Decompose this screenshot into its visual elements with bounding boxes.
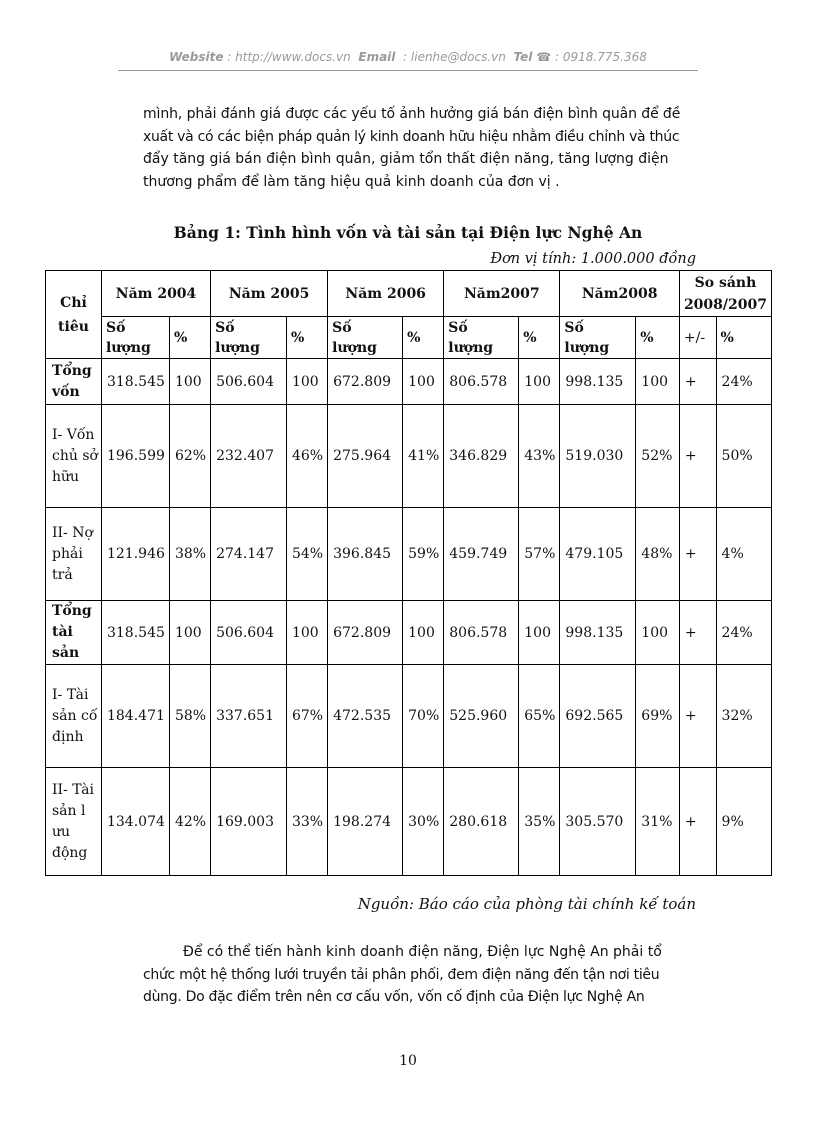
phone-icon: ☎ [536,50,552,64]
table-row [46,508,772,601]
paragraph-intro [143,103,698,193]
row-label: II- Nợ phải trả [46,508,102,601]
table-cell: 506.604 [211,601,287,665]
table-cell: 33% [286,768,327,876]
sub-header-pct: % [519,317,560,359]
table-cell: 52% [636,405,680,508]
table-cell: 337.651 [211,665,287,768]
header-divider [118,70,698,71]
table-cell: 198.274 [328,768,403,876]
col-header-indicator: Chỉ tiêu [46,271,102,359]
row-label: Tổng vốn [46,359,102,405]
row-label: I- Vốn chủ sở hữu [46,405,102,508]
table-cell: 100 [519,601,560,665]
table-cell: 43% [519,405,560,508]
table-cell: 24% [716,359,771,405]
table-cell: 134.074 [101,768,169,876]
col-header-year: Năm 2004 [101,271,210,317]
sub-header-qty: Số lượng [211,317,287,359]
paragraph-line: thương phẩm để làm tăng hiệu quả kinh doanh của đơn vị . [143,173,560,190]
table-cell: 459.749 [444,508,519,601]
table-cell: 48% [636,508,680,601]
table-cell: 274.147 [211,508,287,601]
table-cell: + [679,405,716,508]
table-cell: 184.471 [101,665,169,768]
table-cell: 121.946 [101,508,169,601]
unit-note: Đơn vị tính: 1.000.000 đồng [490,251,696,267]
table-title: Bảng 1: Tình hình vốn và tài sản tại Điện lực Nghệ An [173,223,643,242]
table-cell: 506.604 [211,359,287,405]
table-cell: 472.535 [328,665,403,768]
table-cell: 998.135 [560,601,636,665]
table-cell: 692.565 [560,665,636,768]
table-cell: 479.105 [560,508,636,601]
table-cell: 280.618 [444,768,519,876]
col-header-year: Năm2007 [444,271,560,317]
table-cell: 62% [169,405,210,508]
table-cell: 50% [716,405,771,508]
table-row [46,601,772,665]
table-cell: + [679,359,716,405]
table-cell: 9% [716,768,771,876]
sub-header-diff: +/- [679,317,716,359]
page-header [118,50,698,64]
table-cell: 998.135 [560,359,636,405]
sub-header-pct: % [403,317,444,359]
paragraph-line: Để có thể tiến hành kinh doanh điện năng, Điện lực Nghệ An phải tổ [183,944,662,960]
table-cell: 4% [716,508,771,601]
table-cell: 305.570 [560,768,636,876]
tel-label: Tel [513,50,533,64]
row-label: II- Tài sản l ưu động [46,768,102,876]
table-cell: 69% [636,665,680,768]
table-cell: 100 [403,359,444,405]
table-cell: 57% [519,508,560,601]
row-label: I- Tài sản cố định [46,665,102,768]
table-cell: 672.809 [328,601,403,665]
tel-value: : 0918.775.368 [555,50,647,64]
table-cell: 100 [519,359,560,405]
table-cell: 42% [169,768,210,876]
table-row [46,665,772,768]
paragraph-line: đẩy tăng giá bán điện bình quân, giảm tổn thất điện năng, tăng lượng điện [143,151,669,167]
table-cell: 346.829 [444,405,519,508]
table-cell: 70% [403,665,444,768]
table-cell: 196.599 [101,405,169,508]
sub-header-qty: Số lượng [444,317,519,359]
table-cell: 519.030 [560,405,636,508]
table-cell: + [679,601,716,665]
table-row [46,359,772,405]
col-header-year: Năm 2006 [328,271,444,317]
table-cell: 41% [403,405,444,508]
table-row [46,405,772,508]
capital-assets-table [45,270,772,876]
table-cell: 31% [636,768,680,876]
col-header-year: Năm 2005 [211,271,328,317]
paragraph-continuation [143,941,698,1009]
col-header-year: Năm2008 [560,271,680,317]
table-cell: 275.964 [328,405,403,508]
sub-header-pct: % [286,317,327,359]
source-note: Nguồn: Báo cáo của phòng tài chính kế toán [357,895,696,913]
sub-header-pct: % [169,317,210,359]
page-number: 10 [399,1053,417,1069]
sub-header-pct: % [636,317,680,359]
table-cell: 100 [403,601,444,665]
table-cell: 100 [286,359,327,405]
table-cell: 318.545 [101,359,169,405]
table-cell: 100 [636,601,680,665]
table-cell: 65% [519,665,560,768]
table-cell: 59% [403,508,444,601]
table-cell: 525.960 [444,665,519,768]
table-cell: + [679,665,716,768]
paragraph-line: xuất và có các biện pháp quản lý kinh doanh hữu hiệu nhằm điều chỉnh và thúc [143,128,680,145]
table-cell: 58% [169,665,210,768]
table-cell: 67% [286,665,327,768]
sub-header-qty: Số lượng [560,317,636,359]
table-cell: 318.545 [101,601,169,665]
table-cell: 100 [636,359,680,405]
website-label: Website [169,50,224,64]
sub-header-qty: Số lượng [101,317,169,359]
email-value: : lienhe@docs.vn [403,50,506,64]
sub-header-qty: Số lượng [328,317,403,359]
table-cell: 672.809 [328,359,403,405]
website-value: : http://www.docs.vn [227,50,351,64]
table-cell: 232.407 [211,405,287,508]
table-cell: 100 [286,601,327,665]
email-label: Email [358,50,396,64]
paragraph-line: mình, phải đánh giá được các yếu tố ảnh hưởng giá bán điện bình quân để đề [143,106,681,122]
table-cell: + [679,508,716,601]
table-cell: 100 [169,601,210,665]
row-label: Tổng tài sản [46,601,102,665]
table-cell: 24% [716,601,771,665]
table-cell: 806.578 [444,601,519,665]
paragraph-line: chức một hệ thống lưới truyền tải phân phối, đem điện năng đến tận nơi tiêu [143,966,660,983]
table-cell: 35% [519,768,560,876]
table-cell: 38% [169,508,210,601]
table-cell: 32% [716,665,771,768]
paragraph-line: dùng. Do đặc điểm trên nên cơ cấu vốn, vốn cố định của Điện lực Nghệ An [143,989,645,1005]
table-cell: 30% [403,768,444,876]
table-cell: 169.003 [211,768,287,876]
table-cell: 806.578 [444,359,519,405]
table-cell: + [679,768,716,876]
table-cell: 396.845 [328,508,403,601]
col-header-compare: So sánh 2008/2007 [679,271,771,317]
table-cell: 100 [169,359,210,405]
table-row [46,768,772,876]
table-cell: 54% [286,508,327,601]
table-cell: 46% [286,405,327,508]
sub-header-pct: % [716,317,771,359]
